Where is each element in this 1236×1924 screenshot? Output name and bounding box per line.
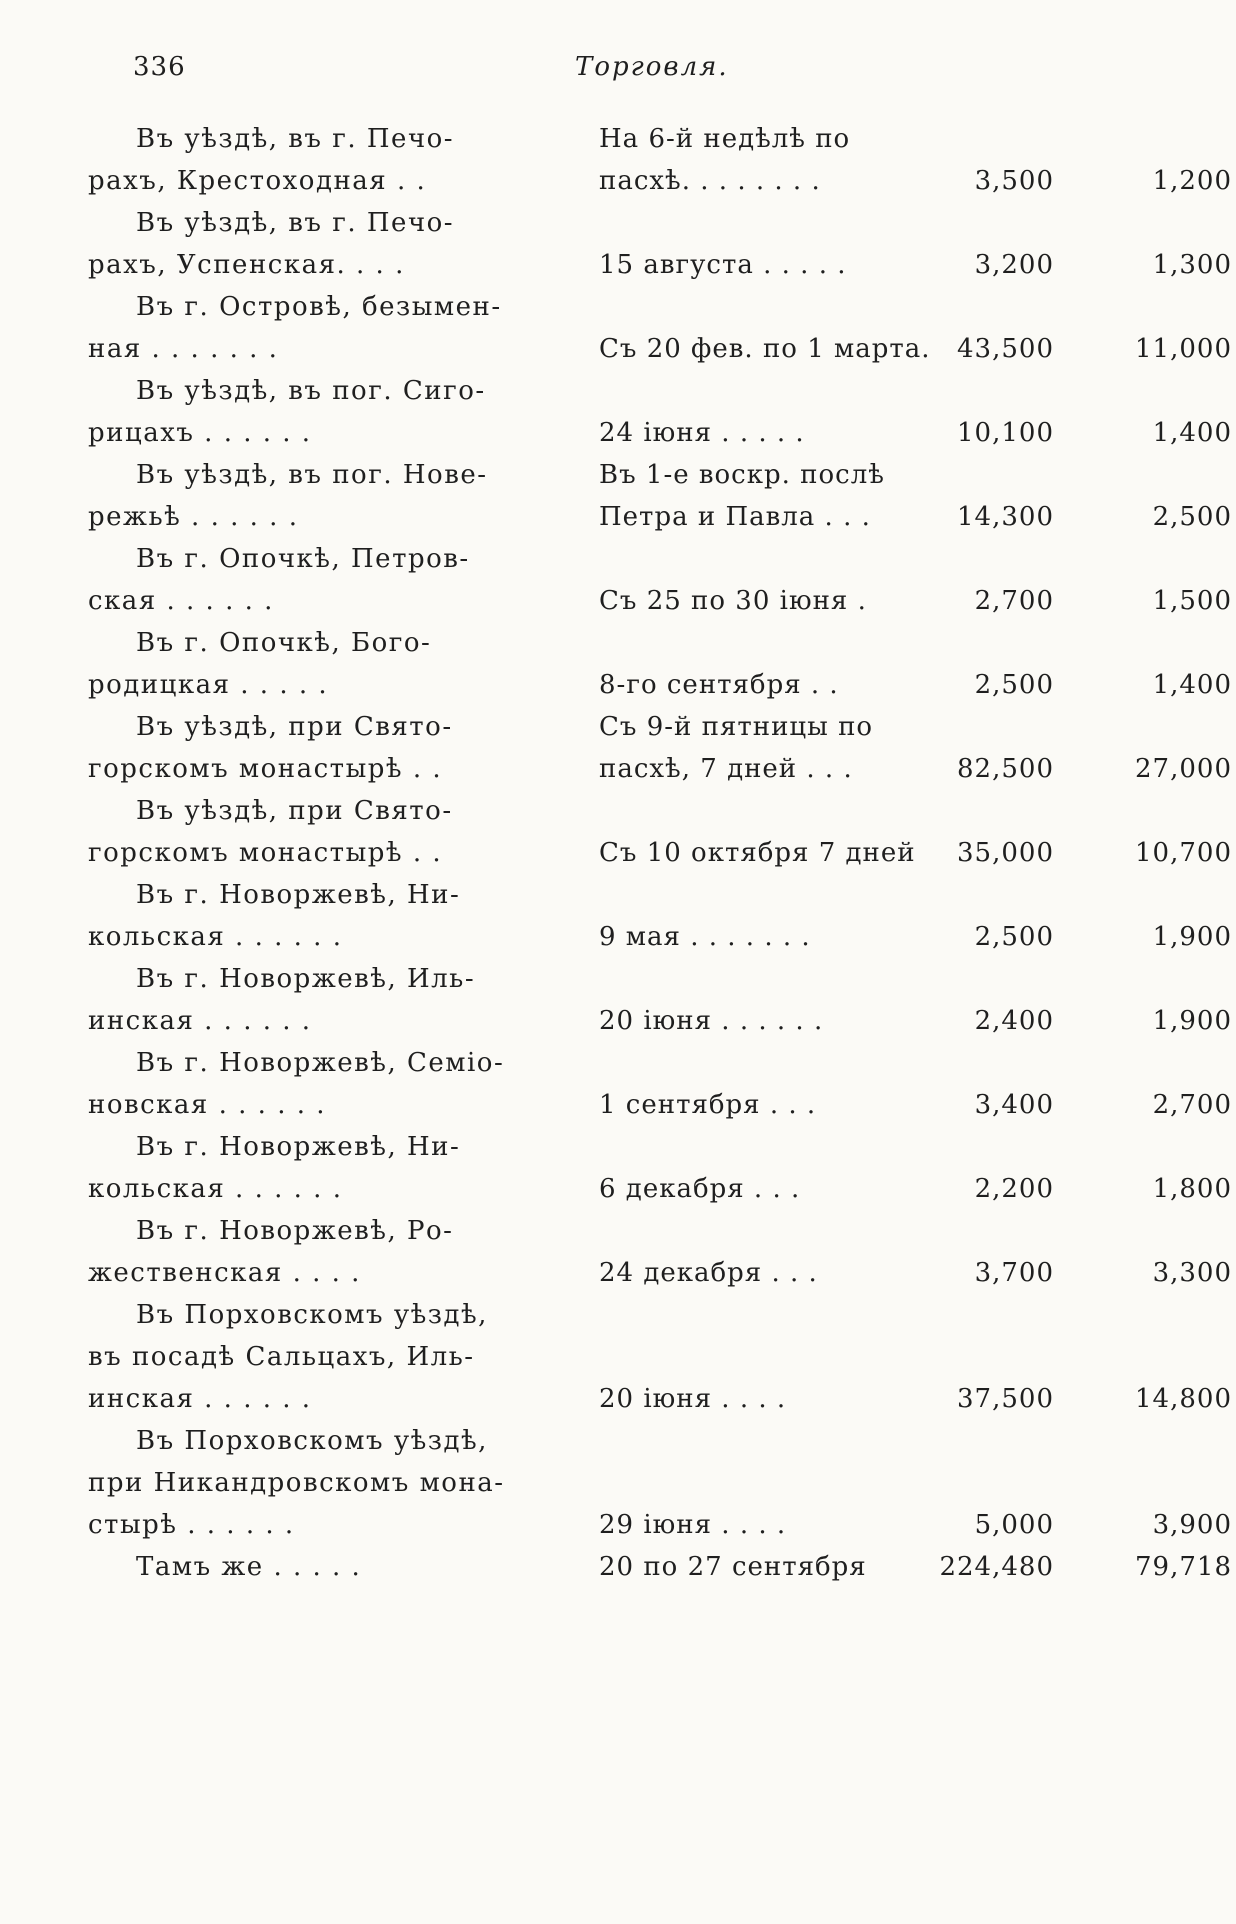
page-header [0, 52, 1200, 92]
goods-sold-text: 1,200 [1152, 166, 1232, 196]
goods-sold-value [1084, 958, 1236, 1042]
fair-location-line: кольская . . . . . . [88, 922, 343, 952]
goods-sold-value [1084, 370, 1236, 454]
fair-location-line: режьѣ . . . . . . [88, 502, 299, 532]
goods-brought-value [936, 958, 1084, 1042]
fair-location-line: Въ г. Новоржевѣ, Ни- [136, 1132, 461, 1162]
fair-location [88, 1546, 591, 1588]
goods-sold-text: 2,500 [1152, 502, 1232, 532]
goods-sold-text: 14,800 [1135, 1384, 1232, 1414]
fair-date-line: 15 августа . . . . . [599, 250, 847, 280]
goods-sold-value [1084, 790, 1236, 874]
goods-sold-text: 10,700 [1135, 838, 1232, 868]
goods-brought-value [936, 1042, 1084, 1126]
fair-location-line: стырѣ . . . . . . [88, 1510, 295, 1540]
fair-date [591, 622, 936, 706]
fair-location-line: Въ уѣздѣ, въ г. Печо- [136, 124, 455, 154]
fair-location [88, 1126, 591, 1210]
fair-date-line: пасхѣ, 7 дней . . . [599, 754, 853, 784]
goods-brought-text: 3,200 [974, 250, 1054, 280]
fair-location-line: инская . . . . . . [88, 1006, 312, 1036]
table-row [88, 1126, 1236, 1210]
fair-date-line: Съ 10 октября 7 дней [599, 838, 916, 868]
fair-location-line: родицкая . . . . . [88, 670, 329, 700]
table-row [88, 1210, 1236, 1294]
fair-location-line: горскомъ монастырѣ . . [88, 754, 443, 784]
goods-brought-text: 2,200 [974, 1174, 1054, 1204]
goods-brought-value [936, 1546, 1084, 1588]
fair-location [88, 706, 591, 790]
goods-brought-text: 37,500 [957, 1384, 1054, 1414]
fair-date [591, 1546, 936, 1588]
fair-location [88, 790, 591, 874]
fair-date-line: Съ 9-й пятницы по [599, 712, 874, 742]
goods-brought-value [936, 202, 1084, 286]
fair-location [88, 1420, 591, 1546]
goods-brought-value [936, 622, 1084, 706]
fair-location [88, 370, 591, 454]
goods-brought-text: 10,100 [957, 418, 1054, 448]
goods-sold-text: 1,300 [1152, 250, 1232, 280]
goods-sold-value [1084, 1210, 1236, 1294]
fair-location-line: Въ г. Опочкѣ, Петров- [136, 544, 470, 574]
table-row [88, 622, 1236, 706]
fair-location-line: Въ Порховскомъ уѣздѣ, [136, 1426, 488, 1456]
goods-sold-value [1084, 538, 1236, 622]
fair-location-line: Тамъ же . . . . . [136, 1552, 362, 1582]
goods-sold-text: 1,400 [1152, 418, 1232, 448]
fair-date [591, 1210, 936, 1294]
goods-sold-text: 1,400 [1152, 670, 1232, 700]
goods-brought-text: 2,700 [974, 586, 1054, 616]
fair-date [591, 118, 936, 202]
goods-sold-text: 79,718 [1135, 1552, 1232, 1582]
goods-brought-text: 5,000 [974, 1510, 1054, 1540]
goods-sold-text: 11,000 [1135, 334, 1232, 364]
fair-location-line: ская . . . . . . [88, 586, 274, 616]
fair-date [591, 370, 936, 454]
table-row [88, 370, 1236, 454]
table-row [88, 958, 1236, 1042]
goods-sold-value [1084, 1420, 1236, 1546]
fair-location [88, 622, 591, 706]
fair-location-line: рахъ, Крестоходная . . [88, 166, 427, 196]
fair-date [591, 1042, 936, 1126]
goods-brought-value [936, 538, 1084, 622]
goods-brought-value [936, 1126, 1084, 1210]
goods-brought-text: 224,480 [939, 1552, 1054, 1582]
fair-location [88, 118, 591, 202]
fair-location [88, 1210, 591, 1294]
fair-date [591, 874, 936, 958]
fair-date-line: 20 по 27 сентября [599, 1552, 867, 1582]
goods-brought-value [936, 118, 1084, 202]
goods-brought-text: 3,500 [974, 166, 1054, 196]
fair-location-line: Въ уѣздѣ, при Свято- [136, 796, 453, 826]
fair-location-line: Въ уѣздѣ, въ г. Печо- [136, 208, 455, 238]
fair-date [591, 958, 936, 1042]
fair-date-line: 29 іюня . . . . [599, 1510, 787, 1540]
fair-location-line: Въ г. Опочкѣ, Бого- [136, 628, 432, 658]
fair-date [591, 286, 936, 370]
fair-location-line: инская . . . . . . [88, 1384, 312, 1414]
fair-location-line: кольская . . . . . . [88, 1174, 343, 1204]
table-row [88, 790, 1236, 874]
running-title: Торговля. [575, 52, 729, 82]
goods-brought-value [936, 1420, 1084, 1546]
page-number: 336 [133, 52, 186, 82]
fair-date-line: Въ 1-е воскр. послѣ [599, 460, 885, 490]
goods-sold-value [1084, 202, 1236, 286]
goods-sold-value [1084, 118, 1236, 202]
fair-location-line: рахъ, Успенская. . . . [88, 250, 405, 280]
fair-location-line: рицахъ . . . . . . [88, 418, 312, 448]
fair-date [591, 706, 936, 790]
goods-sold-value [1084, 874, 1236, 958]
goods-brought-text: 35,000 [957, 838, 1054, 868]
goods-sold-text: 1,800 [1152, 1174, 1232, 1204]
table-row [88, 118, 1236, 202]
fair-date [591, 454, 936, 538]
fair-date-line: Петра и Павла . . . [599, 502, 871, 532]
table-row [88, 538, 1236, 622]
table-row [88, 1294, 1236, 1420]
fair-location-line: Въ Порховскомъ уѣздѣ, [136, 1300, 488, 1330]
goods-sold-value [1084, 706, 1236, 790]
fair-location [88, 1294, 591, 1420]
fair-date-line: 20 іюня . . . . [599, 1384, 787, 1414]
fair-date-line: 24 іюня . . . . . [599, 418, 805, 448]
goods-sold-value [1084, 286, 1236, 370]
fair-date [591, 1294, 936, 1420]
goods-sold-text: 27,000 [1135, 754, 1232, 784]
goods-brought-value [936, 874, 1084, 958]
fair-date-line: 9 мая . . . . . . . [599, 922, 811, 952]
table-row [88, 874, 1236, 958]
fair-date [591, 1126, 936, 1210]
fair-location-line: Въ г. Новоржевѣ, Иль- [136, 964, 476, 994]
goods-sold-text: 3,900 [1152, 1510, 1232, 1540]
fair-location [88, 538, 591, 622]
fair-date [591, 1420, 936, 1546]
fair-date-line: 24 декабря . . . [599, 1258, 818, 1288]
fair-date-line: 6 декабря . . . [599, 1174, 801, 1204]
fair-location [88, 1042, 591, 1126]
goods-brought-text: 14,300 [957, 502, 1054, 532]
fair-date-line: 8-го сентября . . [599, 670, 839, 700]
goods-brought-value [936, 706, 1084, 790]
goods-brought-text: 43,500 [957, 334, 1054, 364]
fair-location-line: въ посадѣ Сальцахъ, Иль- [88, 1342, 475, 1372]
fair-location-line: горскомъ монастырѣ . . [88, 838, 443, 868]
goods-sold-value [1084, 1126, 1236, 1210]
fair-location [88, 958, 591, 1042]
goods-sold-value [1084, 1294, 1236, 1420]
goods-brought-value [936, 370, 1084, 454]
fair-date-line: пасхѣ. . . . . . . . [599, 166, 821, 196]
goods-sold-value [1084, 1042, 1236, 1126]
goods-brought-value [936, 790, 1084, 874]
fair-location-line: Въ г. Новоржевѣ, Семіо- [136, 1048, 505, 1078]
goods-sold-value [1084, 1546, 1236, 1588]
fair-location-line: Въ уѣздѣ, при Свято- [136, 712, 453, 742]
table-row [88, 1420, 1236, 1546]
goods-brought-text: 3,700 [974, 1258, 1054, 1288]
goods-brought-text: 82,500 [957, 754, 1054, 784]
goods-brought-text: 3,400 [974, 1090, 1054, 1120]
goods-sold-text: 3,300 [1152, 1258, 1232, 1288]
fairs-table [0, 118, 1232, 1588]
fair-location [88, 286, 591, 370]
fair-date-line: 1 сентября . . . [599, 1090, 817, 1120]
fair-location-line: ная . . . . . . . [88, 334, 279, 364]
goods-sold-text: 1,900 [1152, 1006, 1232, 1036]
goods-brought-text: 2,500 [974, 670, 1054, 700]
goods-brought-value [936, 1210, 1084, 1294]
goods-brought-text: 2,400 [974, 1006, 1054, 1036]
fair-location-line: Въ г. Островѣ, безымен- [136, 292, 502, 322]
goods-sold-text: 1,900 [1152, 922, 1232, 952]
fair-location-line: Въ уѣздѣ, въ пог. Сиго- [136, 376, 486, 406]
fair-date [591, 202, 936, 286]
fair-location-line: жественская . . . . [88, 1258, 361, 1288]
fair-date [591, 790, 936, 874]
goods-sold-value [1084, 454, 1236, 538]
fair-location [88, 874, 591, 958]
table-row [88, 202, 1236, 286]
fair-location-line: Въ уѣздѣ, въ пог. Нове- [136, 460, 488, 490]
goods-brought-text: 2,500 [974, 922, 1054, 952]
goods-brought-value [936, 454, 1084, 538]
fair-date-line: На 6-й недѣлѣ по [599, 124, 851, 154]
table-row [88, 706, 1236, 790]
fair-date-line: 20 іюня . . . . . . [599, 1006, 824, 1036]
fair-date [591, 538, 936, 622]
fair-location-line: Въ г. Новоржевѣ, Ро- [136, 1216, 454, 1246]
goods-sold-value [1084, 622, 1236, 706]
table-row [88, 286, 1236, 370]
goods-sold-text: 1,500 [1152, 586, 1232, 616]
goods-brought-value [936, 1294, 1084, 1420]
table-row [88, 454, 1236, 538]
goods-sold-text: 2,700 [1152, 1090, 1232, 1120]
fair-location-line: новская . . . . . . [88, 1090, 327, 1120]
fair-date-line: Съ 20 фев. по 1 марта. [599, 334, 931, 364]
table-row [88, 1546, 1236, 1588]
fair-location [88, 202, 591, 286]
fair-location-line: при Никандровскомъ мона- [88, 1468, 505, 1498]
fair-location-line: Въ г. Новоржевѣ, Ни- [136, 880, 461, 910]
fair-location [88, 454, 591, 538]
fair-date-line: Съ 25 по 30 іюня . [599, 586, 867, 616]
goods-brought-value [936, 286, 1084, 370]
table-row [88, 1042, 1236, 1126]
